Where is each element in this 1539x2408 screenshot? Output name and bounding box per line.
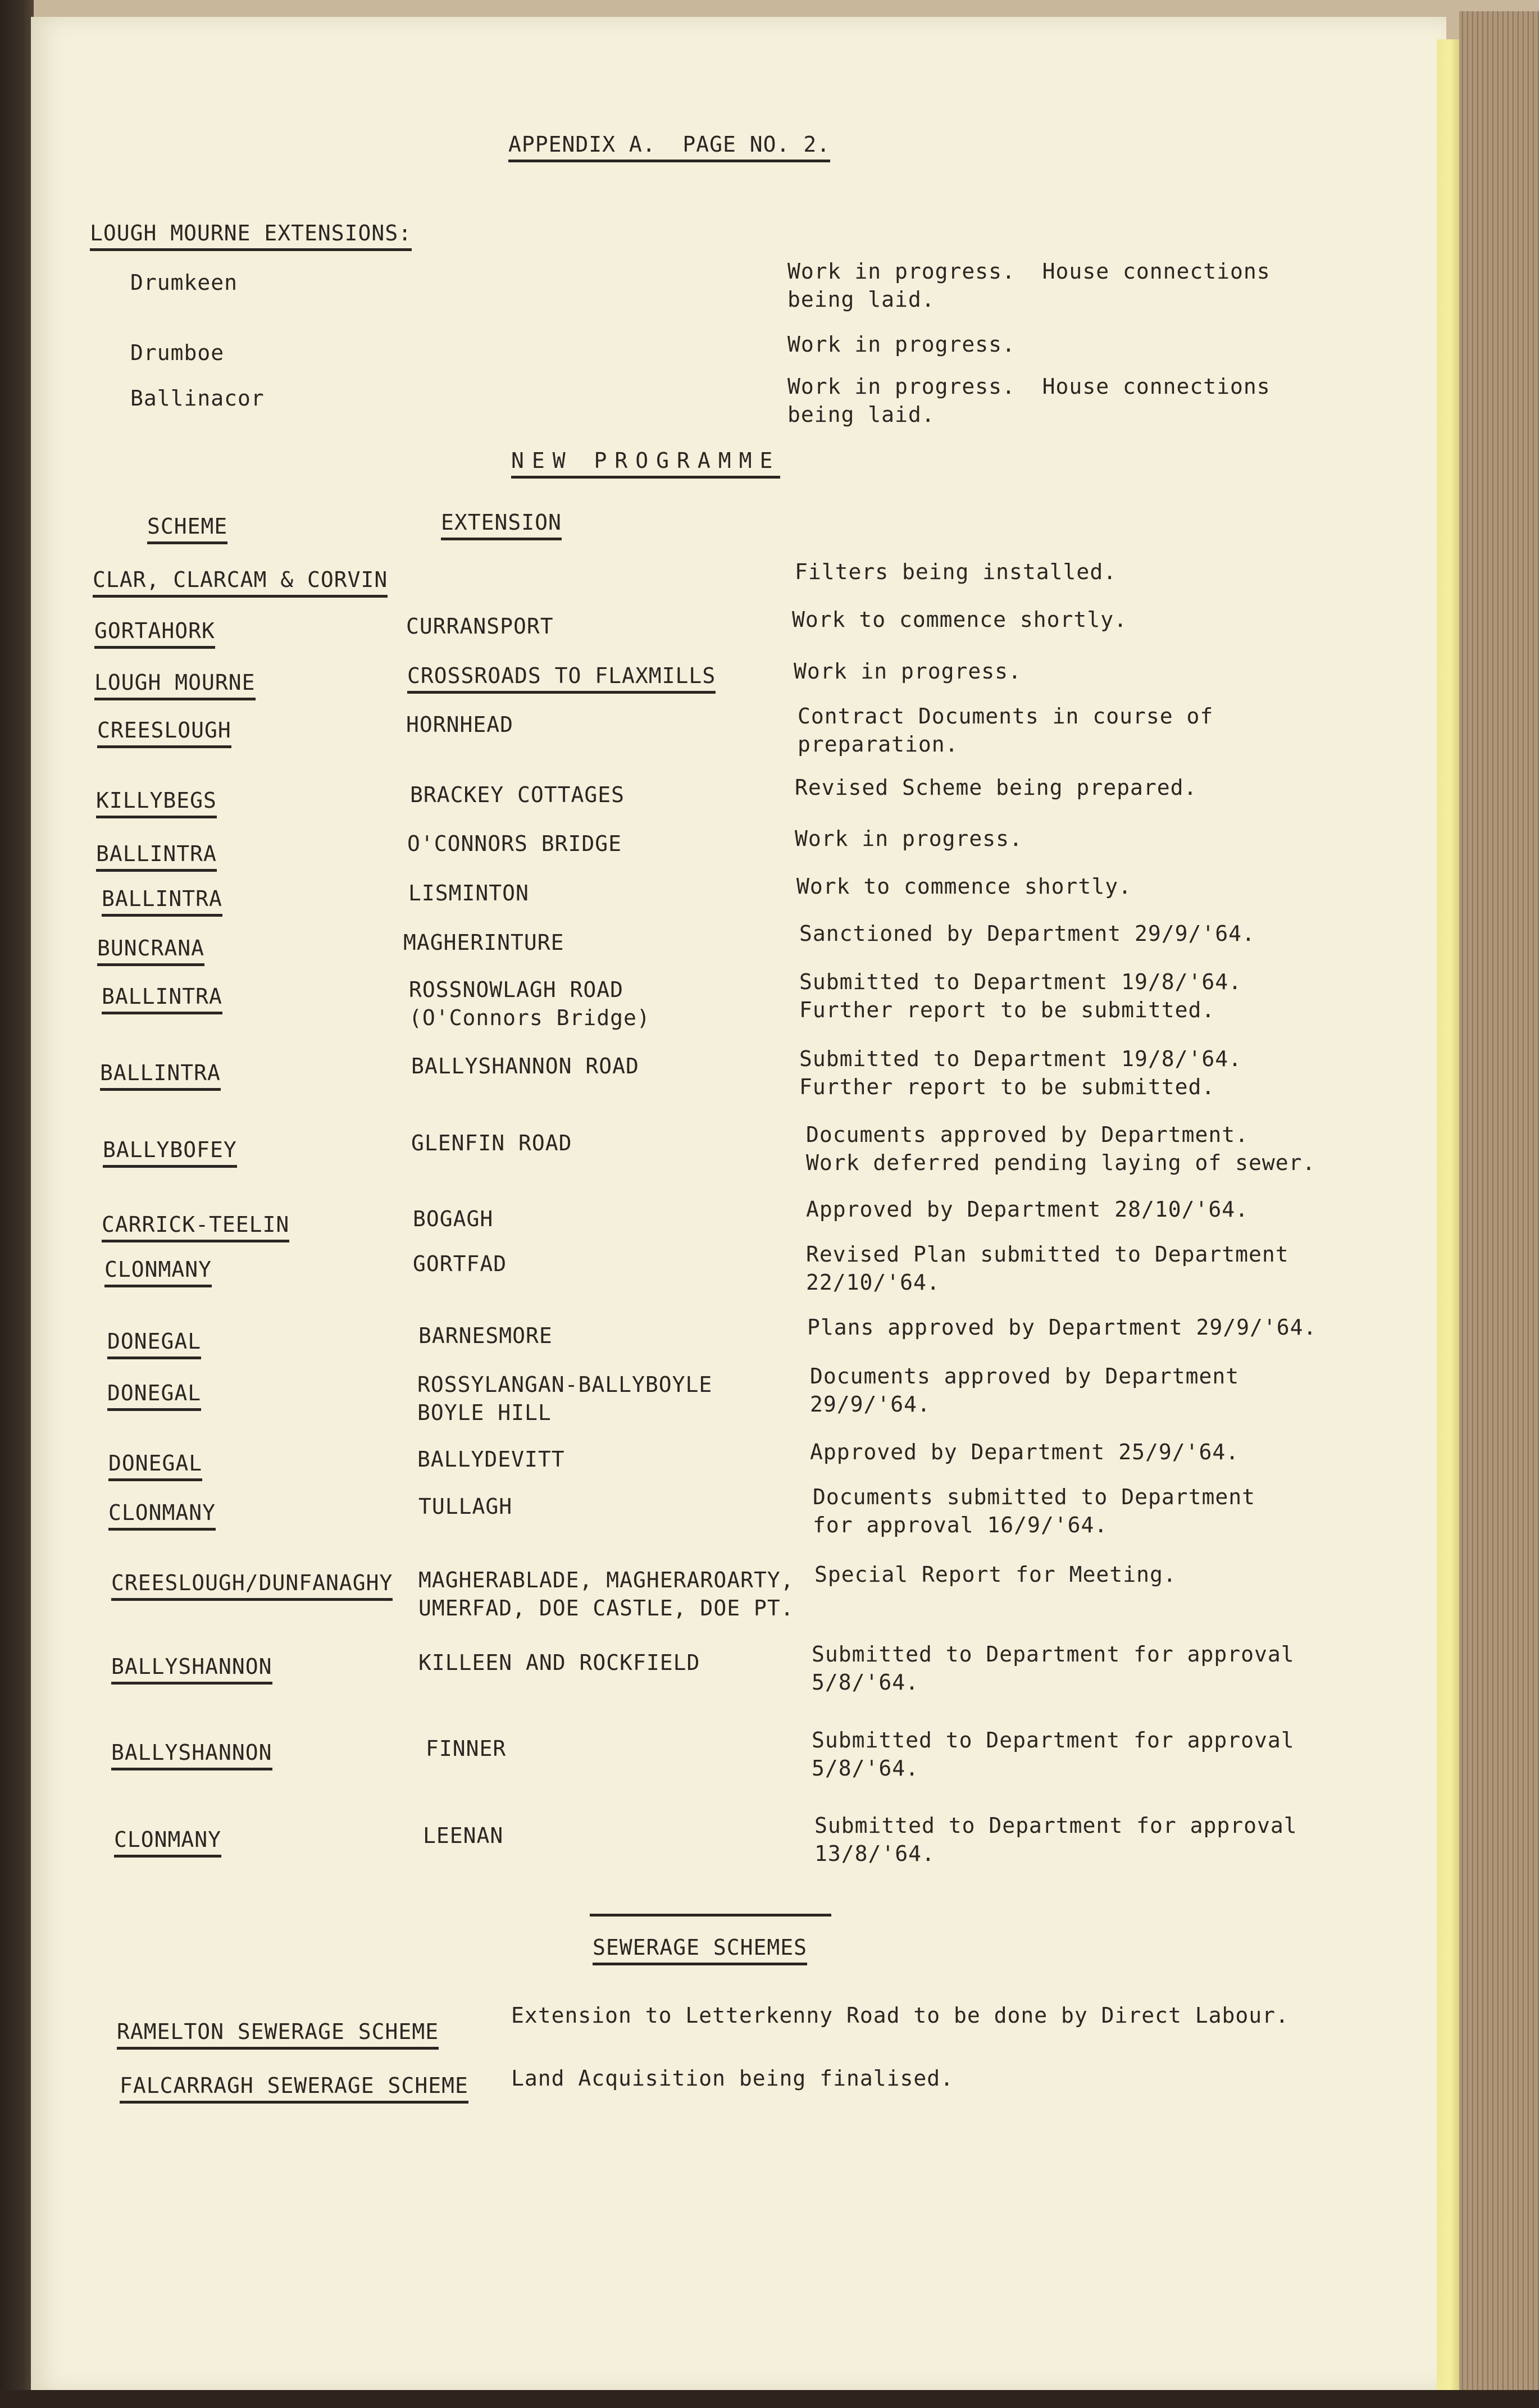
scheme-name: BALLYSHANNON bbox=[111, 1738, 272, 1770]
scheme-name: CLONMANY bbox=[114, 1826, 221, 1858]
extension-status: Work in progress. bbox=[787, 332, 1016, 357]
row-extension: LEENAN bbox=[423, 1823, 504, 1848]
new-programme-title: NEW PROGRAMME bbox=[511, 447, 780, 479]
scheme-name: BALLINTRA bbox=[102, 982, 222, 1014]
row-extension: MAGHERINTURE bbox=[403, 930, 564, 955]
row-status: Sanctioned by Department 29/9/'64. bbox=[799, 921, 1255, 946]
column-header-scheme: SCHEME bbox=[147, 512, 227, 544]
row-status: Plans approved by Department 29/9/'64. bbox=[807, 1315, 1317, 1340]
row-extension: FINNER bbox=[426, 1736, 507, 1761]
row-extension: LISMINTON bbox=[408, 881, 529, 905]
row-status: Submitted to Department for approval 13/8/'64. bbox=[814, 1813, 1297, 1866]
scheme-name: DONEGAL bbox=[108, 1449, 202, 1481]
row-status: Revised Scheme being prepared. bbox=[795, 775, 1197, 800]
extension-name: Drumkeen bbox=[130, 270, 238, 295]
row-status: Submitted to Department for approval 5/8/'64. bbox=[812, 1728, 1295, 1781]
scheme-name: GORTAHORK bbox=[94, 617, 215, 649]
sewerage-status: Land Acquisition being finalised. bbox=[511, 2066, 954, 2091]
scheme-name: BALLINTRA bbox=[96, 840, 217, 872]
extension-status: Work in progress. House connections being laid. bbox=[787, 374, 1271, 427]
row-extension: BALLYDEVITT bbox=[417, 1447, 565, 1472]
row-status: Filters being installed. bbox=[795, 559, 1117, 584]
row-extension: TULLAGH bbox=[418, 1494, 513, 1519]
scan-bottom-edge bbox=[0, 2390, 1539, 2408]
scheme-name: CARRICK-TEELIN bbox=[102, 1210, 289, 1242]
sewerage-top-rule bbox=[590, 1914, 831, 1917]
row-status: Special Report for Meeting. bbox=[814, 1562, 1177, 1587]
scheme-name: KILLYBEGS bbox=[96, 786, 217, 818]
extension-name: Drumboe bbox=[130, 340, 225, 365]
row-extension: O'CONNORS BRIDGE bbox=[407, 831, 622, 856]
row-extension: CURRANSPORT bbox=[406, 614, 554, 639]
row-status: Approved by Department 25/9/'64. bbox=[810, 1440, 1240, 1464]
scheme-name: CLONMANY bbox=[104, 1255, 212, 1287]
extension-status: Work in progress. House connections being laid. bbox=[787, 259, 1271, 312]
row-status: Contract Documents in course of preparation. bbox=[798, 704, 1214, 757]
column-header-extension: EXTENSION bbox=[441, 508, 562, 540]
scheme-name: BALLINTRA bbox=[102, 885, 222, 917]
page-edge-yellow-sheet bbox=[1437, 39, 1459, 2398]
scheme-name: BALLYBOFEY bbox=[103, 1136, 237, 1168]
row-extension: BRACKEY COTTAGES bbox=[410, 782, 625, 807]
row-status: Work in progress. bbox=[794, 659, 1022, 684]
page-header: APPENDIX A. PAGE NO. 2. bbox=[508, 130, 830, 162]
row-extension: GORTFAD bbox=[413, 1251, 507, 1276]
scheme-name: CLONMANY bbox=[108, 1499, 216, 1531]
row-extension: KILLEEN AND ROCKFIELD bbox=[418, 1650, 700, 1675]
row-extension: GLENFIN ROAD bbox=[411, 1131, 572, 1155]
scheme-name: BUNCRANA bbox=[97, 934, 204, 966]
page-edges-binding bbox=[1459, 11, 1539, 2408]
row-extension: ROSSYLANGAN-BALLYBOYLE BOYLE HILL bbox=[417, 1372, 713, 1425]
row-status: Work in progress. bbox=[795, 826, 1023, 851]
sewerage-scheme-name: RAMELTON SEWERAGE SCHEME bbox=[117, 2018, 439, 2050]
scheme-name: BALLYSHANNON bbox=[111, 1653, 272, 1685]
row-status: Submitted to Department for approval 5/8/'64. bbox=[812, 1642, 1295, 1695]
row-extension: HORNHEAD bbox=[406, 712, 514, 737]
scheme-name: DONEGAL bbox=[107, 1327, 201, 1359]
row-status: Documents approved by Department. Work deferred pending laying of sewer. bbox=[806, 1122, 1316, 1175]
row-status: Approved by Department 28/10/'64. bbox=[806, 1197, 1249, 1222]
extensions-heading: LOUGH MOURNE EXTENSIONS: bbox=[90, 219, 412, 251]
row-status: Submitted to Department 19/8/'64. Further report to be submitted. bbox=[799, 969, 1242, 1022]
row-extension: MAGHERABLADE, MAGHERAROARTY, UMERFAD, DOE CASTLE, DOE PT. bbox=[418, 1568, 794, 1620]
scheme-name: DONEGAL bbox=[107, 1379, 201, 1411]
scheme-name: CREESLOUGH/DUNFANAGHY bbox=[111, 1569, 393, 1601]
row-status: Work to commence shortly. bbox=[796, 874, 1132, 899]
row-status: Documents submitted to Department for approval 16/9/'64. bbox=[813, 1485, 1255, 1537]
row-status: Submitted to Department 19/8/'64. Further report to be submitted. bbox=[799, 1046, 1242, 1099]
row-status: Work to commence shortly. bbox=[792, 607, 1127, 632]
sewerage-scheme-name: FALCARRAGH SEWERAGE SCHEME bbox=[120, 2072, 468, 2104]
scheme-name: CREESLOUGH bbox=[97, 716, 231, 748]
sewerage-status: Extension to Letterkenny Road to be done by Direct Labour. bbox=[511, 2003, 1289, 2028]
row-extension: ROSSNOWLAGH ROAD (O'Connors Bridge) bbox=[409, 977, 650, 1030]
row-extension: BOGAGH bbox=[413, 1207, 494, 1231]
extension-name: Ballinacor bbox=[130, 386, 265, 411]
scheme-name: BALLINTRA bbox=[100, 1059, 221, 1091]
row-extension: BARNESMORE bbox=[418, 1323, 553, 1348]
sewerage-title: SEWERAGE SCHEMES bbox=[593, 1933, 807, 1965]
row-extension: BALLYSHANNON ROAD bbox=[411, 1054, 639, 1078]
row-status: Revised Plan submitted to Department 22/10/'64. bbox=[806, 1242, 1289, 1295]
scheme-name: CLAR, CLARCAM & CORVIN bbox=[93, 566, 388, 598]
row-status: Documents approved by Department 29/9/'64. bbox=[810, 1364, 1240, 1417]
row-extension: CROSSROADS TO FLAXMILLS bbox=[407, 662, 716, 694]
scheme-name: LOUGH MOURNE bbox=[94, 668, 256, 700]
